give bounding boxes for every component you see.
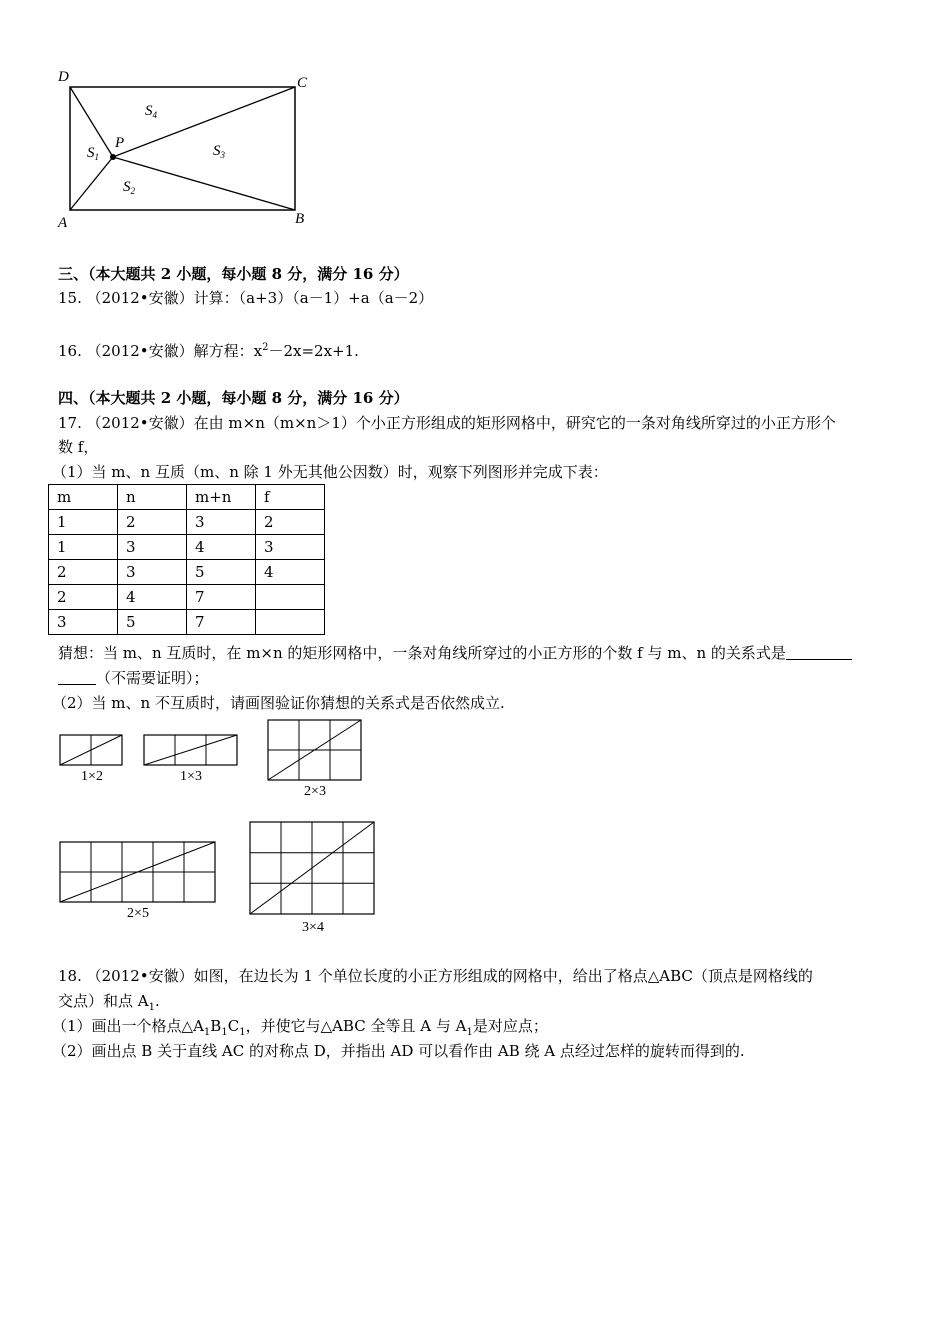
section4-heading: 四、（本大题共 2 小题，每小题 8 分，满分 16 分）	[58, 389, 409, 407]
question-15: 15. （2012•安徽）计算：（a+3）（a－1）+a（a－2）	[58, 289, 434, 307]
table-cell: 3	[118, 535, 187, 560]
label-P: P	[115, 135, 125, 151]
table-row	[49, 610, 325, 635]
data-table	[48, 484, 325, 635]
table-cell: 5	[187, 560, 256, 585]
section3-heading: 三、（本大题共 2 小题，每小题 8 分，满分 16 分）	[58, 265, 409, 283]
table-cell: 1	[49, 510, 118, 535]
grid-3x4	[248, 820, 378, 918]
table-header-row	[49, 485, 325, 510]
label-S2: $S_2$	[123, 179, 135, 196]
table-cell: 2	[256, 510, 325, 535]
label-S4: $S_4$	[145, 103, 157, 120]
table-row	[49, 535, 325, 560]
grid-1x2	[58, 733, 126, 769]
table-header-cell: f	[256, 485, 325, 510]
table-cell: 7	[187, 585, 256, 610]
label-A: A	[58, 215, 68, 231]
label-S1: $S_1$	[87, 145, 99, 162]
grid-1x3	[142, 733, 240, 769]
question-18-line1: 18. （2012•安徽）如图，在边长为 1 个单位长度的小正方形组成的网格中，给出了格点△ABC（顶点是网格线的	[58, 967, 813, 985]
question-17-part2: （2）当 m、n 不互质时，请画图验证你猜想的关系式是否依然成立.	[52, 694, 505, 712]
table-cell: 4	[187, 535, 256, 560]
grid-caption: 1×3	[180, 769, 202, 784]
table-cell: 2	[118, 510, 187, 535]
table-cell: 3	[187, 510, 256, 535]
grid-caption: 3×4	[302, 920, 324, 935]
question-18-part1: （1）画出一个格点$\triangle A_1B_1C_1$，并使它与△ABC 全等且 A 与 $A_1$是对应点；	[52, 1017, 548, 1038]
question-17-line1: 17. （2012•安徽）在由 m×n（m×n＞1）个小正方形组成的矩形网格中，研究它的一条对角线所穿过的小正方形个	[58, 414, 836, 432]
question-18-line2: 交点）和点 $A_1$.	[58, 992, 160, 1013]
table-header-cell: n	[118, 485, 187, 510]
label-B: B	[295, 211, 305, 227]
label-S3: $S_3$	[213, 143, 225, 160]
grid-2x5	[58, 840, 218, 906]
table-cell	[256, 585, 325, 610]
table-cell: 7	[187, 610, 256, 635]
rectangle-figure	[55, 65, 325, 235]
label-C: C	[297, 75, 308, 91]
table-cell: 3	[118, 560, 187, 585]
question-17-part1: （1）当 m、n 互质（m、n 除 1 外无其他公因数）时，观察下列图形并完成下表：	[52, 463, 608, 481]
table-header-cell: m	[49, 485, 118, 510]
table-row	[49, 510, 325, 535]
table-cell: 3	[256, 535, 325, 560]
table-cell: 3	[49, 610, 118, 635]
table-header-cell: m+n	[187, 485, 256, 510]
table-cell	[256, 610, 325, 635]
table-cell: 4	[256, 560, 325, 585]
grid-caption: 2×3	[304, 784, 326, 799]
label-D: D	[58, 69, 69, 85]
table-cell: 2	[49, 560, 118, 585]
table-row	[49, 560, 325, 585]
grid-caption: 1×2	[81, 769, 103, 784]
question-16: 16. （2012•安徽）解方程：$x^2-2x=2x+1$.	[58, 342, 359, 360]
table-cell: 1	[49, 535, 118, 560]
guess-text: 猜想：当 m、n 互质时，在 m×n 的矩形网格中，一条对角线所穿过的小正方形的个数 f 与 m、n 的关系式是	[58, 643, 852, 663]
grid-caption: 2×5	[127, 906, 149, 921]
table-row	[49, 585, 325, 610]
table-cell: 4	[118, 585, 187, 610]
table-cell: 2	[49, 585, 118, 610]
grid-2x3	[266, 718, 364, 784]
table-cell: 5	[118, 610, 187, 635]
question-17-line2: 数 f，	[58, 438, 99, 456]
question-18-part2: （2）画出点 B 关于直线 AC 的对称点 D，并指出 AD 可以看作由 AB 绕 A 点经过怎样的旋转而得到的.	[52, 1042, 745, 1060]
guess-text-2: （不需要证明）；	[58, 668, 209, 688]
